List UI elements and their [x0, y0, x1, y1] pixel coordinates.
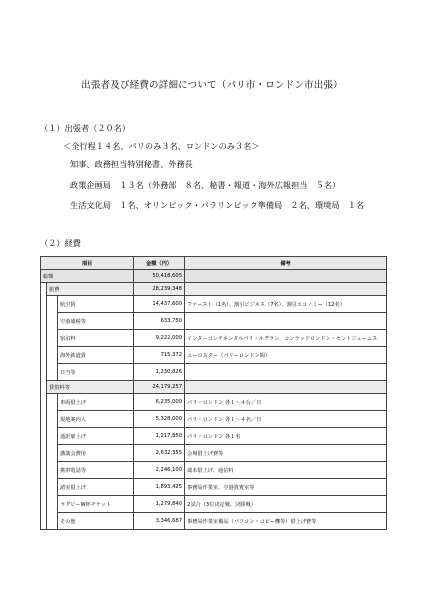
item-amount: 2,632,355: [134, 445, 185, 462]
section2-heading: （２）経費: [40, 238, 81, 248]
header-amount: 金額（円）: [134, 257, 185, 270]
item-remarks: パリ・ロンドン 各１名: [185, 428, 387, 445]
item-remarks: ファースト（1名）、割引ビジネス（7名）、割引エコノミー（12名）: [185, 296, 387, 313]
travel-row: [41, 283, 387, 296]
item-label: 現地案内人: [58, 411, 134, 428]
page-title: 出張者及び経費の詳細について（パリ市・ロンドン市出張）: [81, 80, 343, 91]
item-label: 空港諸税等: [58, 313, 134, 330]
travel-label: 旅費: [47, 283, 134, 296]
table-row: [41, 513, 387, 530]
item-remarks: 事務局作業室、空港貴賓室等: [185, 479, 387, 496]
travel-remarks: [185, 283, 387, 296]
item-remarks: 事務局作業室備品（パソコン・コピー機等）借上げ費等: [185, 513, 387, 530]
item-amount: 14,437,600: [134, 296, 185, 313]
header-item: 項目: [41, 257, 134, 270]
item-amount: 9,222,000: [134, 330, 185, 347]
table-row: [41, 411, 387, 428]
item-remarks: 2試合（3位決定戦、決勝戦）: [185, 496, 387, 513]
table-row: [41, 296, 387, 313]
rental-label: 賃借料等: [47, 381, 134, 394]
item-remarks: [185, 313, 387, 330]
table-row: [41, 330, 387, 347]
table-row: [41, 445, 387, 462]
item-label: 携帯電話等: [58, 462, 134, 479]
total-label: 総額: [41, 270, 134, 283]
table-row: [41, 364, 387, 381]
culture-bureau-line: 生活文化局 １名、オリンピック・パラリンピック準備局 ２名、環境局 １名: [70, 200, 365, 210]
item-amount: 633,750: [134, 313, 185, 330]
item-amount: 715,372: [134, 347, 185, 364]
item-remarks: インターコンチネンタルパリ・ルグラン、コンラッドロンドン・セントジェームス: [185, 330, 387, 347]
item-amount: 2,246,100: [134, 462, 185, 479]
table-row: [41, 394, 387, 411]
rental-row: [41, 381, 387, 394]
item-remarks: パリ・ロンドン 各１～４名／日: [185, 411, 387, 428]
item-amount: 1,230,826: [134, 364, 185, 381]
rental-amount: 24,179,257: [134, 381, 185, 394]
item-label: その他: [58, 513, 134, 530]
table-row: [41, 313, 387, 330]
total-row: [41, 270, 387, 283]
header-remarks: 備考: [185, 257, 387, 270]
total-remarks: [185, 270, 387, 283]
table-row: [41, 462, 387, 479]
section1-heading: （１）出張者（２０名）: [40, 123, 131, 133]
item-label: 通訳雇上げ: [58, 428, 134, 445]
travel-amount: 28,239,348: [134, 283, 185, 296]
item-remarks: パリ・ロンドン 各１～４台／日: [185, 394, 387, 411]
item-amount: 3,346,687: [134, 513, 185, 530]
item-label: 海外鉄道賃: [58, 347, 134, 364]
item-label: 諸室借上げ: [58, 479, 134, 496]
item-label: 日当等: [58, 364, 134, 381]
item-amount: 1,893,425: [134, 479, 185, 496]
item-remarks: 会場借上げ費等: [185, 445, 387, 462]
full-trip-summary: ＜全行程１４名、パリのみ３名、ロンドンのみ３名＞: [63, 141, 260, 151]
item-label: 宿泊料: [58, 330, 134, 347]
total-amount: 50,418,605: [134, 270, 185, 283]
item-label: 講演会費用: [58, 445, 134, 462]
item-amount: 1,217,850: [134, 428, 185, 445]
table-row: [41, 347, 387, 364]
item-remarks: ユーロスター（パリーロンドン間）: [185, 347, 387, 364]
expense-table: [40, 256, 387, 530]
item-remarks: 端末借上げ、通信料: [185, 462, 387, 479]
policy-bureau-line: 政策企画局 １３名（外務部 ８名、秘書・報道・海外広報担当 ５名）: [70, 180, 341, 190]
table-row: [41, 428, 387, 445]
table-row: [41, 479, 387, 496]
item-remarks: [185, 364, 387, 381]
item-amount: 1,279,840: [134, 496, 185, 513]
item-amount: 6,235,000: [134, 394, 185, 411]
item-label: ラグビーW杯チケット: [58, 496, 134, 513]
governor-line: 知事、政務担当特別秘書、外務長: [70, 159, 193, 169]
item-label: 航空賃: [58, 296, 134, 313]
item-amount: 5,328,000: [134, 411, 185, 428]
rental-remarks: [185, 381, 387, 394]
item-label: 車両借上げ: [58, 394, 134, 411]
table-row: [41, 496, 387, 513]
